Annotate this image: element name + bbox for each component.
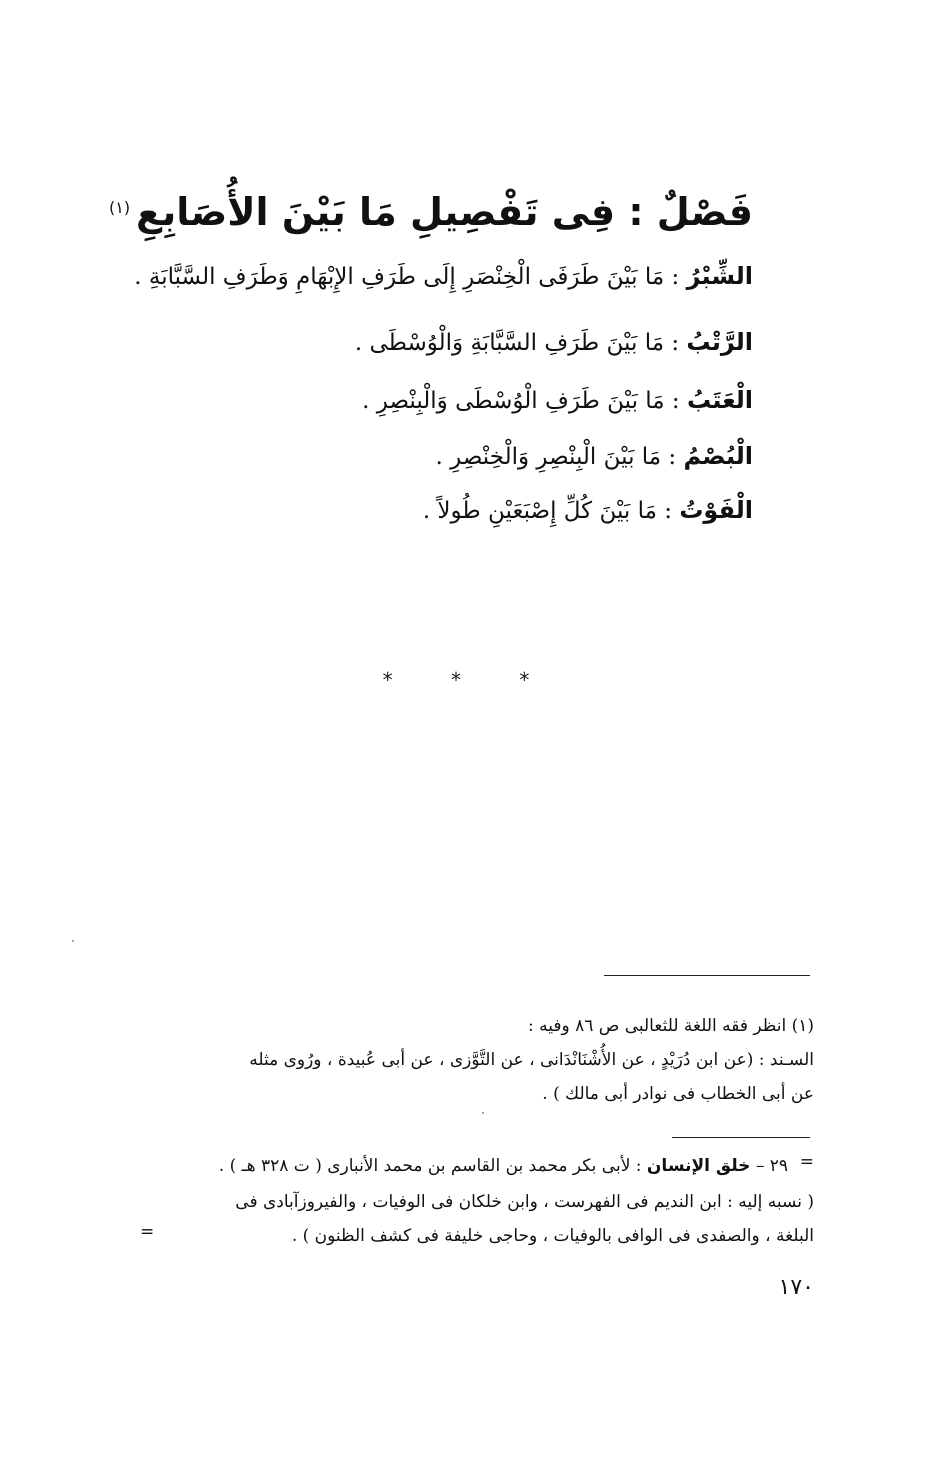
book-author: : لأبى بكر محمد بن القاسم بن محمد الأنبارى ( ت ٣٢٨ هـ ) .: [218, 1156, 642, 1176]
entry-definition: : مَا بَيْنَ الْبِنْصِرِ وَالْخِنْصِرِ .: [435, 444, 677, 470]
section-separator: * * *: [382, 668, 556, 692]
entry-term: الْفَوْتُ: [679, 496, 753, 524]
footnote-reference: (١): [109, 198, 131, 217]
entry-number: ٢٩ –: [755, 1156, 788, 1176]
footnote-line: عن أبى الخطاب فى نوادر أبى مالك ) .: [542, 1084, 814, 1104]
scan-speck: [482, 1112, 484, 1114]
footnote-divider: [672, 1137, 810, 1138]
footnote-line: السـند : (عن ابن دُرَيْدٍ ، عن الأُشْنَانْدَانى ، عن التَّوَّزى ، عن أبى عُبيدة ، ورُوى مثله: [249, 1050, 814, 1070]
definition-entry: [133, 258, 753, 295]
page-number: ١٧٠: [778, 1275, 814, 1300]
footnote-entry-header: [124, 1150, 788, 1182]
footnote-line: ( نسبه إليه : ابن النديم فى الفهرست ، وابن خلكان فى الوفيات ، والفيروزآبادى فى: [235, 1192, 814, 1212]
footnote-line: (١) انظر فقه اللغة للثعالبى ص ٨٦ وفيه :: [527, 1016, 814, 1036]
footnote-divider: [604, 975, 810, 976]
entry-definition: : مَا بَيْنَ طَرَفِ الْوُسْطَى وَالْبِنْصِرِ .: [362, 388, 680, 414]
footnote-line: البلغة ، والصفدى فى الوافى بالوفيات ، وحاجى خليفة فى كشف الظنون ) .: [291, 1226, 814, 1246]
entry-term: الْبُصْمُ: [683, 442, 753, 470]
definition-entry: [133, 438, 753, 475]
continuation-mark: =: [140, 1222, 155, 1242]
section-heading: [109, 182, 753, 242]
continuation-mark: =: [799, 1152, 814, 1172]
entry-definition: : مَا بَيْنَ طَرَفِ السَّبَّابَةِ وَالْوُسْطَى .: [354, 330, 680, 356]
definition-entry: [133, 382, 753, 419]
entry-term: الْعَتَبُ: [687, 386, 753, 414]
book-title: خلق الإنسان: [646, 1156, 751, 1176]
definition-entry: [133, 324, 753, 361]
section-heading-text: فَصْلٌ : فِى تَفْصِيلِ مَا بَيْنَ الأُصَابِعِ: [136, 190, 753, 234]
entry-definition: : مَا بَيْنَ طَرَفَى الْخِنْصَرِ إِلَى طَرَفِ الإِبْهَامِ وَطَرَفِ السَّبَّابَةِ .: [134, 264, 680, 290]
scan-speck: [72, 940, 74, 942]
entry-term: الرَّتْبُ: [686, 328, 753, 356]
definition-entry: [133, 492, 753, 529]
entry-term: الشِّبْرُ: [686, 262, 753, 290]
entry-definition: : مَا بَيْنَ كُلِّ إِصْبَعَيْنِ طُولاً .: [422, 498, 672, 524]
